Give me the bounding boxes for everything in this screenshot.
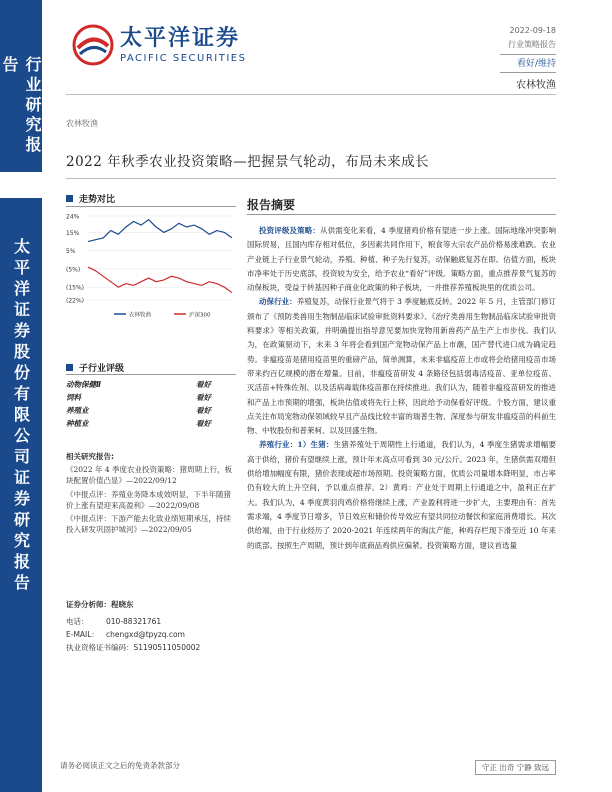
email-label: E-MAIL： (66, 630, 99, 639)
related-report-item[interactable]: 《中报点评：养殖业务降本成效明显，下半年随猪价上涨有望迎来高盈利》—2022/09/08 (66, 489, 231, 510)
y-tick-label: 15% (66, 229, 80, 237)
industry-name: 种植业 (66, 419, 89, 428)
series-line-1 (88, 267, 232, 293)
abstract-paragraph (247, 224, 556, 295)
trend-chart (64, 210, 236, 322)
abstract-paragraph (247, 295, 556, 438)
title-rule (66, 178, 556, 179)
trend-rule (66, 206, 236, 207)
logo-name-en: PACIFIC SECURITIES (120, 52, 247, 64)
report-date: 2022-09-18 (509, 26, 556, 35)
cert-value: S1190511050002 (133, 643, 201, 652)
abstract-body (247, 224, 556, 553)
abstract-paragraph (247, 438, 556, 552)
industry-rating: 看好 (196, 406, 211, 415)
industry-label: 农林牧渔 (516, 80, 556, 91)
sub-industry-heading-text: 子行业评级 (79, 364, 125, 374)
analyst-cert-row (66, 641, 236, 654)
related-report-item[interactable]: 《2022 年 4 季度农业投资策略：猪周期上行，板块配置价值凸显》—2022/09/12 (66, 465, 233, 486)
phone-value: 010-88321761 (106, 617, 162, 626)
y-tick-label: (15%) (66, 284, 85, 292)
paragraph-text: 从供需变化来看，4 季度猪鸡价格有望进一步上涨。国际地缘冲突影响国际贸易，且国内库存相对低位，多因素共同作用下，粮食等大宗农产品价格易涨难跌。农业产业链上子行业景气轮动，养殖、种植、种子先行复苏，动保触底复苏在即。估值方面，板块市净率处于历史底部，投资较为安全，给予农业“看好”评级。策略方面，重点推荐景气复苏的动保板块，受益于转基因种子商业化政策的种子板块，一并推荐养殖板块里的优质公司。 (247, 226, 557, 293)
paragraph-text: 生猪养殖处于周期性上行通道，我们认为，4 季度生猪需求增幅要高于供给，猪价有望继续上涨，预计年末高点可看到 30 元/公斤。2023 年，生猪供需双增但供给增加幅度有限，猪价表现或超市场预期。投资策略方面，优质公司量增本降明显，市占率仍有较大的上升空间，予以重点推荐。2）黄鸡：产业处于周期上行通道之中，盈利正在扩大。我们认为，4 季度黄羽肉鸡价格将继续上涨，产业盈利将进一步扩大，主要理由有：首先需求端，4 季度节日增多，节日效应和储价传导效应有望共同拉动餐饮和家庭消费增长。其次供给端，由于行业经历了 2020-2021 年连续两年的淘汰产能，种鸡存栏现下滑至近 10 年来的底部。按照生产周期，预计到年底商品鸡供应偏紧。投资策略方面，建议首选量 (247, 440, 556, 550)
section-marker (66, 195, 73, 202)
report-title: 2022 年秋季农业投资策略—把握景气轮动，布局未来成长 (66, 154, 430, 170)
industry-rating: 看好 (196, 419, 211, 428)
breadcrumb: 农林牧渔 (66, 119, 98, 128)
logo-name-cn: 太平洋证券 (120, 25, 241, 51)
abstract-heading: 报告摘要 (247, 198, 296, 212)
side-band-bottom-text: 太平洋证券股份有限公司证券研究报告 (11, 238, 31, 595)
analyst-email-row (66, 628, 236, 641)
logo-mark-icon (72, 24, 114, 66)
header-divider (500, 54, 556, 55)
paragraph-lead: 养殖行业：1）生猪： (259, 440, 334, 450)
y-tick-label: (5%) (66, 266, 81, 274)
header-rule (66, 94, 556, 95)
side-band-bottom (0, 198, 42, 792)
table-row (66, 404, 226, 417)
analyst-info (66, 598, 236, 654)
industry-name: 养殖业 (66, 406, 89, 415)
header-divider (500, 72, 556, 73)
related-report-item[interactable]: 《中报点评：下游产能去化致业绩短期承压，持续投入研发巩固护城河》—2022/09/05 (66, 514, 231, 535)
table-row (66, 391, 226, 404)
side-band-top (0, 0, 42, 172)
company-logo (72, 24, 246, 66)
analyst-phone-row (66, 615, 236, 628)
footer-disclaimer: 请务必阅读正文之后的免责条款部分 (60, 761, 180, 770)
abstract-rule (247, 214, 556, 215)
paragraph-lead: 动保行业： (259, 297, 297, 307)
table-row (66, 378, 226, 391)
email-link[interactable]: chengxd@tpyzq.com (106, 630, 185, 639)
report-type: 行业策略报告 (508, 40, 556, 49)
y-tick-label: 24% (66, 213, 80, 221)
header-meta (508, 24, 556, 52)
sub-industry-heading (66, 361, 124, 374)
related-heading: 相关研究报告: (66, 452, 114, 461)
industry-name: 饲料 (66, 393, 81, 402)
rating: 看好/维持 (516, 59, 556, 69)
section-marker (66, 364, 73, 371)
y-tick-label: (22%) (66, 297, 85, 305)
sub-industry-rule (66, 374, 236, 375)
table-row (66, 417, 226, 430)
industry-rating: 看好 (196, 393, 211, 402)
trend-heading-text: 走势对比 (79, 195, 116, 205)
industry-name: 动物保健Ⅱ (66, 380, 101, 389)
footer-motto: 守正 出奇 宁静 致远 (475, 760, 556, 775)
phone-label: 电话： (66, 617, 89, 626)
analyst-heading: 证券分析师：程晓东 (66, 600, 134, 609)
paragraph-lead: 投资评级及策略： (259, 226, 321, 235)
paragraph-text: 养殖复苏，动保行业景气将于 3 季度触底反转。2022 年 5 月，主管部门修订颁布了《预防类兽用生物制品临床试验审批资料要求》、《治疗类兽用生物制品临床试验审批资料要求》等相关政策，并明确提出指导意见要加快宠物用新兽药产品生产上市步伐。我们认为，在政策驱动下，未来 3 年将会看到国产宠物动保产品上市潮，国产替代进口成为确定趋势。非瘟疫苗是猪用疫苗里的重磅产品，简单测算，未来非瘟疫苗上市或将会给猪用疫苗市场带来约百亿规模的潜在增量。目前，非瘟疫苗研发 4 条路径包括弱毒活疫苗、亚单位疫苗、灭活苗+特殊佐剂、以及活病毒载体疫苗都在持续推进。我们认为，随着非瘟疫苗研发的推进和产品上市预期的增强，板块估值或将先行上移，因此给予动保看好评级。个股方面，建议重点关注布局宠物动保领域较早且产品线比较丰富的瑞普生物、深度参与研发非瘟疫苗的科前生物、中牧股份和普莱柯、以及回盛生物。 (247, 297, 557, 436)
industry-rating: 看好 (196, 380, 211, 389)
side-band-top-text: 行业研究报告 (0, 56, 42, 156)
trend-heading (66, 192, 115, 205)
related-reports (66, 451, 236, 537)
legend-label: 农林牧渔 (129, 312, 152, 319)
cert-label: 执业资格证书编码： (66, 643, 134, 652)
y-tick-label: 5% (66, 248, 76, 256)
sub-industry-table (66, 378, 226, 430)
legend-label: 沪深300 (189, 312, 211, 319)
series-line-0 (88, 220, 232, 242)
